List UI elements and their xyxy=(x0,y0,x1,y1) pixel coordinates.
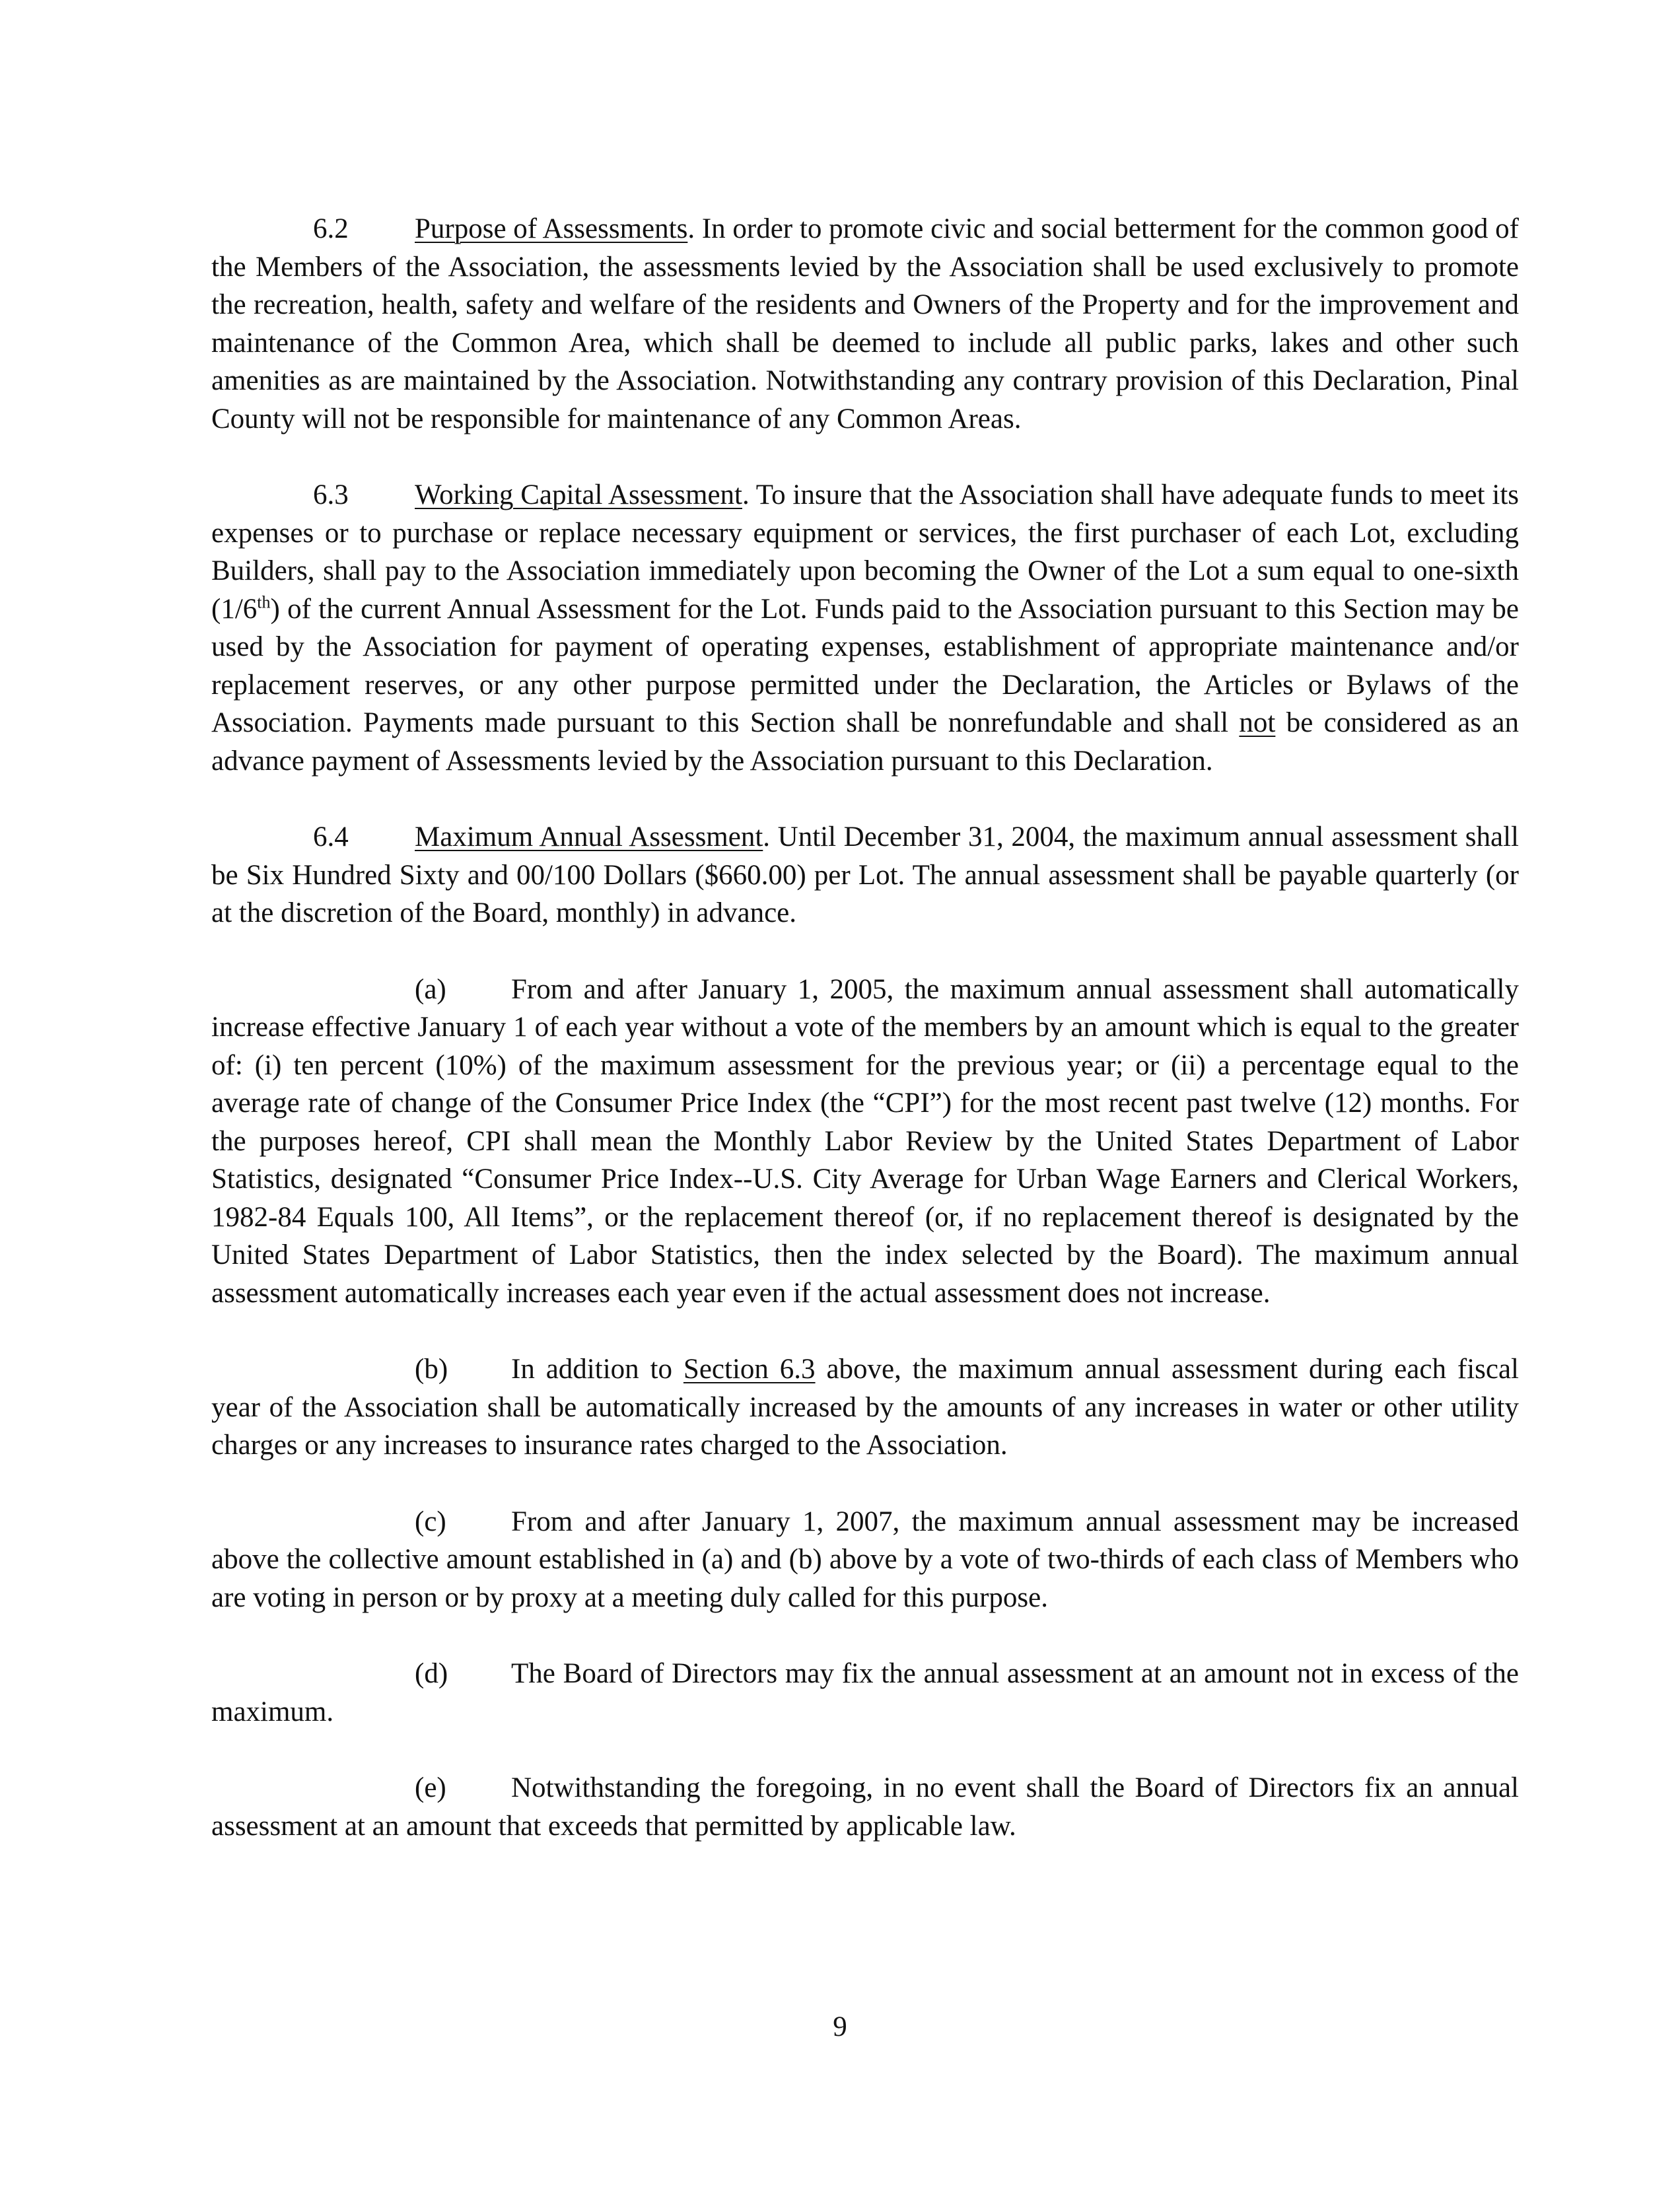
section-text: . In order to promote civic and social betterment for the common good of the Members of the Association, the assessments levied by the Association shall be used exclusively to promote the recreation, health, safety and welfare of the residents and Owners of the Property and for the improvement and maintenance of the Common Area, which shall be deemed to include all public parks, lakes and other such amenities as are maintained by the Association. Notwithstanding any contrary provision of this Declaration, Pinal County will not be responsible for maintenance of any Common Areas. xyxy=(211,213,1519,434)
section-heading: Working Capital Assessment xyxy=(415,479,742,510)
subsection-text: Notwithstanding the foregoing, in no event shall the Board of Directors fix an annual assessment at an amount that exceeds that permitted by applicable law. xyxy=(211,1772,1519,1842)
subsection-text: From and after January 1, 2005, the maximum annual assessment shall automatically increase effective January 1 of each year without a vote of the members by an amount which is equal to the greater of: (i) ten percent (10%) of the maximum assessment for the previous year; or (ii) a percentage equal to the average rate of change of the Consumer Price Index (the “CPI”) for the most recent past twelve (12) months. For the purposes hereof, CPI shall mean the Monthly Labor Review by the United States Department of Labor Statistics, designated “Consumer Price Index--U.S. City Average for Urban Wage Earners and Clerical Workers, 1982-84 Equals 100, All Items”, or the replacement thereof (or, if no replacement thereof is designated by the United States Department of Labor Statistics, then the index selected by the Board). The maximum annual assessment automatically increases each year even if the actual assessment does not increase. xyxy=(211,973,1519,1309)
subsection-b-paragraph xyxy=(211,1350,1519,1465)
subsection-label: (b) xyxy=(415,1354,448,1385)
section-6-4-paragraph xyxy=(211,818,1519,932)
subsection-a-paragraph xyxy=(211,971,1519,1313)
section-heading: Maximum Annual Assessment xyxy=(415,821,763,852)
section-text: be considered as an advance payment of Assessments levied by the Association pursuant to this Declaration. xyxy=(211,707,1519,777)
section-text: . Until December 31, 2004, the maximum annual assessment shall be Six Hundred Sixty and 00/100 Dollars ($660.00) per Lot. The annual assessment shall be payable quarterly (or at the discretion of the Board, monthly) in advance. xyxy=(211,821,1519,928)
section-text: ) of the current Annual Assessment for the Lot. Funds paid to the Association pursuant to this Section may be used by the Association for payment of operating expenses, establishment of appropriate maintenance and/or replacement reserves, or any other purpose permitted under the Declaration, the Articles or Bylaws of the Association. Payments made pursuant to this Section shall be nonrefundable and shall xyxy=(211,593,1519,738)
section-text: . To insure that the Association shall have adequate funds to meet its expenses or to purchase or replace necessary equipment or services, the first purchaser of each Lot, excluding Builders, shall pay to the Association immediately upon becoming the Owner of the Lot a sum equal to one-sixth (1/6 xyxy=(211,479,1520,625)
subsection-label: (e) xyxy=(415,1772,446,1803)
subsection-label: (a) xyxy=(415,973,446,1005)
subsection-text: In addition to xyxy=(511,1354,683,1385)
section-6-2-paragraph xyxy=(211,210,1519,438)
section-number: 6.3 xyxy=(313,479,349,510)
document-page xyxy=(211,210,1519,1845)
section-number: 6.2 xyxy=(313,213,349,244)
subsection-text: above, the maximum annual assessment during each fiscal year of the Association shall be automatically increased by the amounts of any increases in water or other utility charges or any increases to insurance rates charged to the Association. xyxy=(211,1354,1519,1461)
subsection-label: (d) xyxy=(415,1658,448,1689)
subsection-e-paragraph xyxy=(211,1769,1519,1845)
section-reference: Section 6.3 xyxy=(683,1354,816,1385)
subsection-d-paragraph xyxy=(211,1655,1519,1731)
page-number: 9 xyxy=(833,2011,847,2042)
underlined-word: not xyxy=(1239,707,1276,738)
section-6-3-paragraph xyxy=(211,476,1519,780)
subsection-text: The Board of Directors may fix the annual assessment at an amount not in excess of the maximum. xyxy=(211,1658,1519,1727)
subsection-c-paragraph xyxy=(211,1503,1519,1617)
section-number: 6.4 xyxy=(313,821,349,852)
subsection-text: From and after January 1, 2007, the maximum annual assessment may be increased above the collective amount established in (a) and (b) above by a vote of two-thirds of each class of Members who are voting in person or by proxy at a meeting duly called for this purpose. xyxy=(211,1506,1519,1613)
superscript: th xyxy=(257,592,271,612)
section-heading: Purpose of Assessments xyxy=(415,213,688,244)
subsection-label: (c) xyxy=(415,1506,446,1537)
